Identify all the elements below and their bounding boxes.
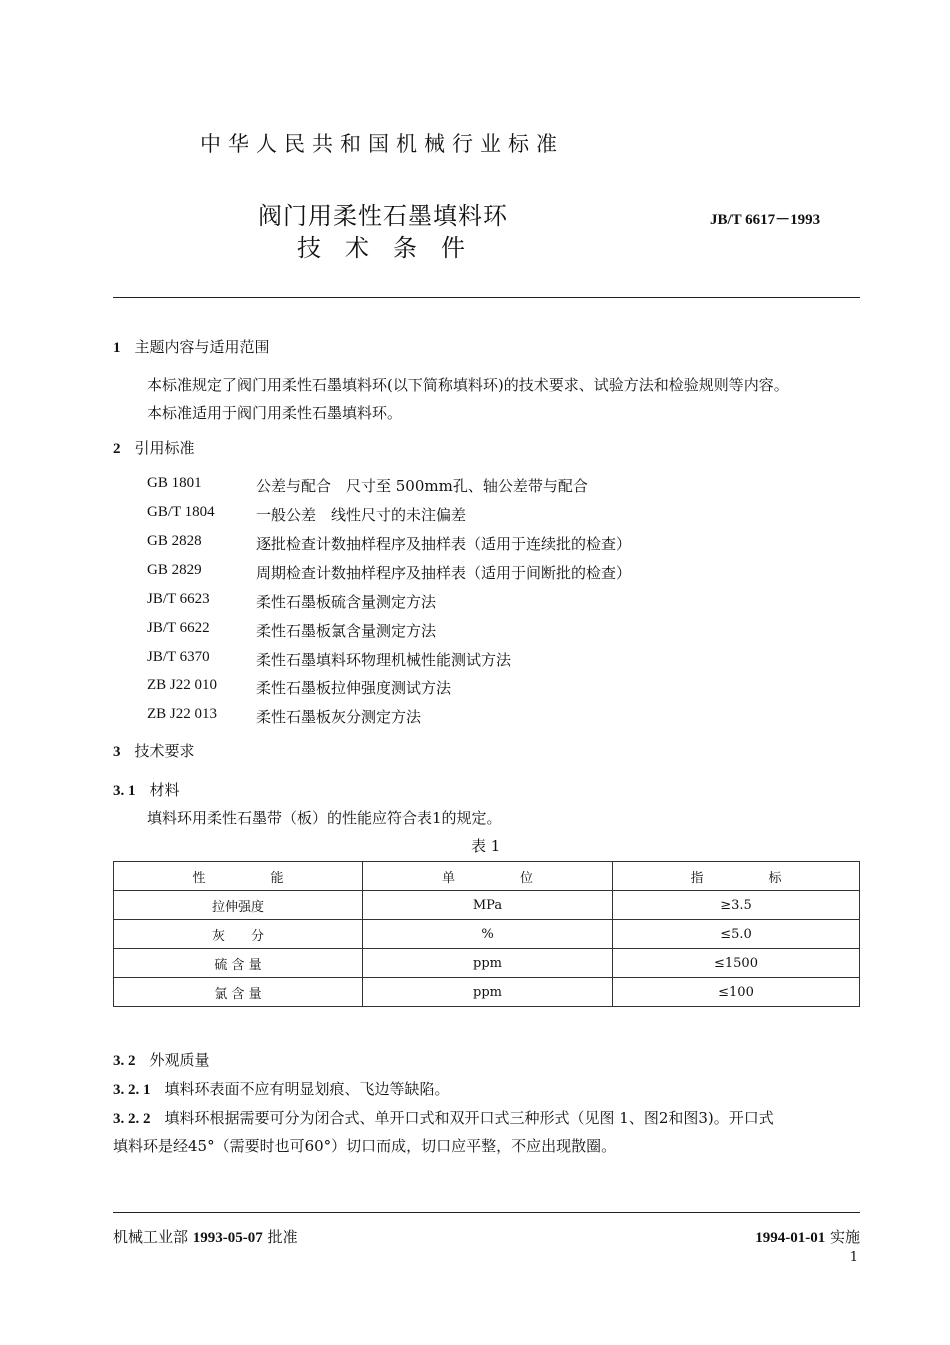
section-1-heading: [113, 336, 270, 357]
section-title: 材料: [149, 781, 180, 799]
table-header-cell: 性 能: [114, 862, 363, 891]
approving-ministry: 机械工业部: [113, 1228, 189, 1246]
document-title: 阀门用柔性石墨填料环: [258, 202, 508, 230]
reference-name: 周期检查计数抽样程序及抽样表（适用于间断批的检查）: [256, 564, 632, 582]
table-cell: ppm: [363, 978, 613, 1007]
table-cell: ≥3.5: [613, 891, 860, 920]
table-cell: ppm: [363, 949, 613, 978]
table-cell: ≤100: [613, 978, 860, 1007]
reference-name: 柔性石墨板拉伸强度测试方法: [256, 679, 452, 697]
section-2-heading: [113, 437, 195, 458]
reference-code: GB/T 1804: [147, 504, 215, 520]
section-number: 1: [113, 340, 121, 356]
subtitle-char: 条: [393, 234, 417, 262]
section-title: 外观质量: [149, 1051, 210, 1069]
section-1-paragraph-1: 本标准规定了阀门用柔性石墨填料环(以下简称填料环)的技术要求、试验方法和检验规则等内容。: [147, 376, 789, 394]
table-cell: MPa: [363, 891, 613, 920]
reference-name: 柔性石墨板氯含量测定方法: [256, 622, 437, 640]
table-header-cell: 单 位: [363, 862, 613, 891]
subtitle-char: 术: [345, 234, 369, 262]
footer-divider: [113, 1212, 860, 1213]
reference-name: 公差与配合 尺寸至 500mm孔、轴公差带与配合: [256, 477, 588, 495]
section-number: 3. 2. 2: [113, 1111, 151, 1127]
table-row: [114, 978, 860, 1007]
section-title: 主题内容与适用范围: [134, 338, 270, 356]
section-title: 技术要求: [134, 742, 195, 760]
properties-table: [113, 861, 860, 1007]
table-header-row: [114, 862, 860, 891]
issuing-organization: 中华人民共和国机械行业标准: [200, 132, 564, 156]
section-number: 2: [113, 441, 121, 457]
document-subtitle: [297, 228, 489, 263]
table-caption: 表 1: [471, 837, 501, 855]
table-cell: ≤5.0: [613, 920, 860, 949]
section-3-1-text: 填料环用柔性石墨带（板）的性能应符合表1的规定。: [147, 809, 502, 827]
table-row: [114, 891, 860, 920]
approval-date: 1993-05-07: [192, 1230, 263, 1246]
table-cell: ≤1500: [613, 949, 860, 978]
reference-name: 逐批检查计数抽样程序及抽样表（适用于连续批的检查）: [256, 535, 632, 553]
reference-code: ZB J22 013: [147, 706, 218, 722]
subtitle-char: 技: [297, 234, 321, 262]
section-3-heading: [113, 740, 195, 761]
reference-name: 柔性石墨填料环物理机械性能测试方法: [256, 651, 512, 669]
effective-info: [755, 1226, 860, 1247]
section-number: 3. 2: [113, 1053, 136, 1069]
table-row: [114, 920, 860, 949]
effective-label: 实施: [829, 1228, 860, 1246]
reference-code: GB 1801: [147, 475, 202, 491]
table-cell: 氯 含 量: [114, 978, 363, 1007]
table-cell: 灰 分: [114, 920, 363, 949]
table-cell: 硫 含 量: [114, 949, 363, 978]
standard-number: JB/T 6617－1993: [710, 212, 821, 228]
section-3-2-heading: [113, 1049, 210, 1070]
reference-name: 柔性石墨板硫含量测定方法: [256, 593, 437, 611]
section-3-2-2-continuation: 填料环是经45°（需要时也可60°）切口而成，切口应平整，不应出现散圈。: [113, 1137, 617, 1155]
section-text: 填料环根据需要可分为闭合式、单开口式和双开口式三种形式（见图 1、图2和图3)。开口式: [164, 1109, 774, 1127]
reference-code: GB 2829: [147, 562, 202, 578]
section-number: 3: [113, 744, 121, 760]
header-divider: [113, 297, 860, 298]
page-number: 1: [849, 1250, 858, 1265]
reference-code: GB 2828: [147, 533, 202, 549]
table-cell: %: [363, 920, 613, 949]
reference-code: JB/T 6623: [147, 591, 210, 607]
section-text: 填料环表面不应有明显划痕、飞边等缺陷。: [164, 1080, 450, 1098]
reference-name: 柔性石墨板灰分测定方法: [256, 708, 422, 726]
table-header-cell: 指 标: [613, 862, 860, 891]
reference-code: JB/T 6370: [147, 649, 210, 665]
section-1-paragraph-2: 本标准适用于阀门用柔性石墨填料环。: [147, 404, 403, 422]
section-3-1-heading: [113, 779, 180, 800]
table-row: [114, 949, 860, 978]
reference-code: JB/T 6622: [147, 620, 210, 636]
subtitle-char: 件: [441, 234, 465, 262]
approval-label: 批准: [267, 1228, 298, 1246]
effective-date: 1994-01-01: [755, 1230, 826, 1246]
reference-name: 一般公差 线性尺寸的未注偏差: [256, 506, 467, 524]
approval-info: [113, 1226, 298, 1247]
table-cell: 拉伸强度: [114, 891, 363, 920]
section-title: 引用标准: [134, 439, 195, 457]
section-number: 3. 1: [113, 783, 136, 799]
reference-code: ZB J22 010: [147, 677, 218, 693]
section-3-2-2: [113, 1107, 774, 1128]
section-3-2-1: [113, 1078, 450, 1099]
section-number: 3. 2. 1: [113, 1082, 151, 1098]
